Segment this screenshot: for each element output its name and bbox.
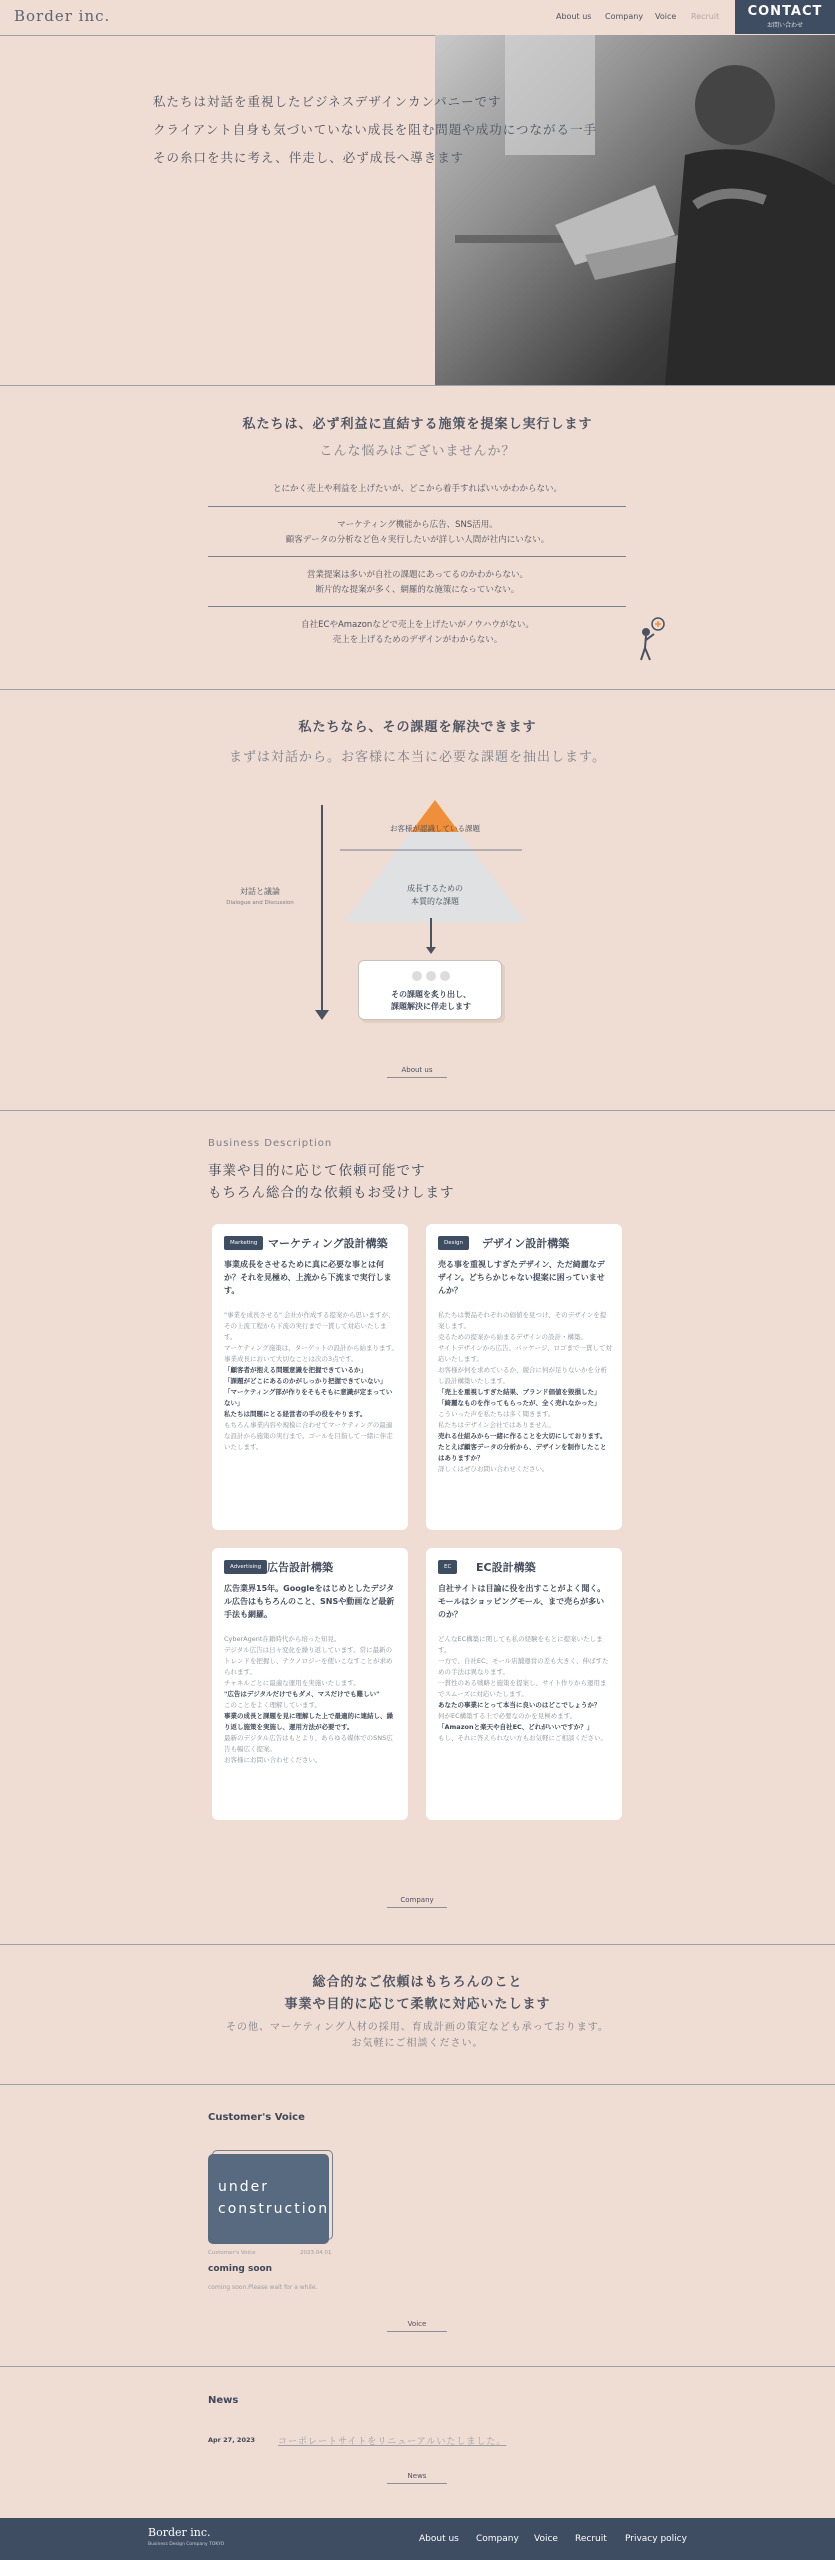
card-design[interactable] bbox=[426, 1224, 622, 1530]
voice-category: Customer's Voice bbox=[208, 2250, 256, 2256]
footer bbox=[0, 2518, 835, 2560]
worry-item-1: とにかく売上や利益を上げたいが、どこから着手すればいいかわからない。 bbox=[272, 484, 562, 494]
worries-title: 私たちは、必ず利益に直結する施策を提案し実行します bbox=[242, 417, 593, 432]
hero-line-3: その糸口を共に考え、伴走し、必ず成長へ導きます bbox=[153, 150, 465, 165]
voice-heading: Customer's Voice bbox=[208, 2112, 305, 2123]
contact-button[interactable] bbox=[735, 0, 835, 34]
nav-company[interactable]: Company bbox=[605, 12, 644, 21]
card-tag: Design bbox=[438, 1236, 469, 1250]
general-subtitle: その他、マーケティング人材の採用、育成計画の策定なども承っております。 お気軽にご相談ください。 bbox=[226, 2022, 609, 2049]
voice-link[interactable]: Voice bbox=[387, 2320, 447, 2332]
dialogue-label: 対話と議論 Dialogue and Discussion bbox=[226, 887, 294, 906]
dots-icon bbox=[412, 971, 450, 981]
footer-nav-voice[interactable]: Voice bbox=[534, 2534, 558, 2544]
card-title: 広告設計構築 bbox=[267, 1561, 333, 1574]
news-item-link[interactable]: コーポレートサイトをリニューアルいたしました。 bbox=[278, 2437, 507, 2447]
hero-photo bbox=[435, 35, 835, 385]
hero-line-1: 私たちは対話を重視したビジネスデザインカンパニーです bbox=[153, 94, 502, 109]
news-date: Apr 27, 2023 bbox=[208, 2436, 256, 2444]
card-lead: 自社サイトは目論に役を出すことがよく聞く。モールはショッピングモール、まで売らが多いのか？ bbox=[438, 1584, 606, 1619]
card-tag: Advertising bbox=[224, 1560, 267, 1574]
card-lead: 広告業界15年。Googleをはじめとしたデジタル広告はもちろんのこと、SNSや動画など最新手法も網羅。 bbox=[224, 1584, 395, 1619]
issue-pyramid bbox=[340, 800, 530, 930]
nav-recruit[interactable]: Recruit bbox=[691, 12, 720, 21]
business-eyebrow: Business Description bbox=[208, 1138, 333, 1149]
card-advertising[interactable] bbox=[212, 1548, 408, 1820]
worry-item-4: 自社ECやAmazonなどで売上を上げたいがノウハウがない。 売上を上げるためのデザインがわからない。 bbox=[301, 620, 534, 645]
card-title: マーケティング設計構築 bbox=[268, 1237, 388, 1250]
pyramid-top-label: お客様が認識している課題 bbox=[390, 824, 480, 833]
footer-tagline: Business Design Company TOKYO bbox=[148, 2542, 225, 2547]
contact-label: CONTACT bbox=[747, 4, 823, 19]
solution-box: その課題を炙り出し、 課題解決に伴走します bbox=[358, 960, 502, 1020]
voice-text: coming soon.Please wait for a while. bbox=[208, 2284, 318, 2291]
card-body: 私たちは製品それぞれの価値を見つけ、そのデザインを提案します。 売るための提案から始まるデザインの設計・構築。 サイトデザインから広告、パッケージ、ロゴまで一貫して対応いたします。 お客様が何を求めているか、競合に何が足りないかを分析し設計構築いたします。 「売上を重視しすぎた結果、ブランド価値を毀損した」 「綺麗なものを作ってもらったが、全く売れなかった」 こういった声を私たちは多く聞きます。 私たちはデザイン会社ではありません。 売れる仕組みから一緒に作ることを大切にしております。たとえば顧客データの分析から、デザインを制作したことはありますか？ 詳しくはぜひお問い合わせください。 bbox=[438, 1311, 612, 1473]
news-heading: News bbox=[208, 2395, 239, 2406]
worries-subtitle: こんな悩みはございませんか？ bbox=[319, 444, 516, 459]
voice-thumbnail[interactable]: under construction bbox=[208, 2154, 329, 2244]
process-arrow-head bbox=[315, 1010, 329, 1020]
worried-person-icon bbox=[632, 616, 668, 662]
footer-nav-privacy[interactable]: Privacy policy bbox=[625, 2534, 687, 2544]
card-body: "事業を成長させる" 会社が作成する提案から思いますが、その上流工程から下流の実行まで一貫して対応いたします。 マーケティング施策は、ターゲットの設計から始まります。事業成長において大切なことは次の3点です。 「顧客者が抱える問題意識を把握できているか」 「課題がどこにあるのかがしっかり把握できていない」 「マーケティング部が作りをそもそもに意識が定まっていない」 私たちは問題にとる経営者の手の役をやります。 もちろん事業内容や規模に合わせてマーケティングの最適な設計から施策の実行まで。ゴールを目指して一緒に伴走いたします。 bbox=[224, 1311, 398, 1451]
solve-subtitle: まずは対話から。お客様に本当に必要な課題を抽出します。 bbox=[229, 750, 606, 765]
card-lead: 売る事を重視しすぎたデザイン、ただ綺麗なデザイン。どちらかじゃない提案に困っていませんか？ bbox=[438, 1260, 605, 1295]
nav-voice[interactable]: Voice bbox=[655, 12, 677, 21]
solve-title: 私たちなら、その課題を解決できます bbox=[298, 720, 537, 735]
about-us-link[interactable]: About us bbox=[387, 1066, 447, 1078]
card-body: CyberAgent在籍時代から培った知見。 デジタル広告は日々変化を繰り返しています。常に最新のトレンドを把握し、テクノロジーを使いこなすことが求められます。 チャネルごとに最適な運用を実施いたします。 "広告はデジタルだけでもダメ、マスだけでも難しい" このことをよく理解しています。 事業の成長と課題を見に理解した上で最適的に連結し、繰り返し施策を実施し、運用方法が必要です。 最新のデジタル広告はもとより、あらゆる媒体でのSNS広告も幅広く提案。 お客様にお問い合わせください。 bbox=[224, 1635, 393, 1764]
logo[interactable]: Border inc. bbox=[14, 7, 111, 25]
card-tag: EC bbox=[438, 1560, 457, 1574]
card-tag: Marketing bbox=[224, 1236, 263, 1250]
business-title: 事業や目的に応じて依頼可能です もちろん総合的な依頼もお受けします bbox=[208, 1163, 455, 1201]
footer-nav-company[interactable]: Company bbox=[476, 2534, 519, 2544]
worry-item-2: マーケティング機能から広告、SNS活用。 顧客データの分析など色々実行したいが詳しい人間が社内にいない。 bbox=[285, 520, 550, 545]
company-link[interactable]: Company bbox=[387, 1896, 447, 1908]
card-lead: 事業成長をさせるために真に必要な事とは何か？それを見極め、上流から下流まで実行します。 bbox=[224, 1260, 392, 1295]
card-marketing[interactable] bbox=[212, 1224, 408, 1530]
card-ec[interactable] bbox=[426, 1548, 622, 1820]
hero-line-2: クライアント自身も気づいていない成長を阻む問題や成功につながる一手 bbox=[153, 122, 598, 137]
footer-nav-recruit[interactable]: Recruit bbox=[575, 2534, 607, 2544]
general-title: 総合的なご依頼はもちろんのこと 事業や目的に応じて柔軟に対応いたします bbox=[284, 1975, 551, 2012]
card-title: EC設計構築 bbox=[476, 1561, 536, 1574]
card-title: デザイン設計構築 bbox=[482, 1237, 570, 1250]
pyramid-middle-label: 成長するための 本質的な課題 bbox=[407, 884, 463, 906]
footer-nav-about-us[interactable]: About us bbox=[419, 2534, 459, 2544]
voice-date: 2023.04.01 bbox=[300, 2250, 332, 2256]
footer-logo[interactable]: Border inc. bbox=[148, 2526, 211, 2539]
worry-item-3: 営業提案は多いが自社の課題にあってるのかわからない。 断片的な提案が多く、網羅的な施策になっていない。 bbox=[307, 570, 528, 595]
card-body: どんなEC構築に関しても私の経験をもとに提案いたします。 一方で、自社EC、モール店舗運営の差も大きく、伸ばすための手法は異なります。 一貫性のある戦略と施策を提案し、サイト作りから運用までスムーズに対応いたします。 あなたの事業にとって本当に良いのはどこでしょうか？ 何がEC構築する上で必要なのかを見極めます。 「Amazonと楽天や自社EC、どれがいいですか？」 もし、それに答えられない方もお気軽にご相談ください。 bbox=[438, 1635, 609, 1742]
contact-sublabel: お問い合わせ bbox=[766, 22, 803, 29]
process-arrow bbox=[321, 805, 323, 1015]
nav-about-us[interactable]: About us bbox=[556, 12, 592, 21]
news-link[interactable]: News bbox=[387, 2472, 447, 2484]
voice-title[interactable]: coming soon bbox=[208, 2264, 273, 2274]
